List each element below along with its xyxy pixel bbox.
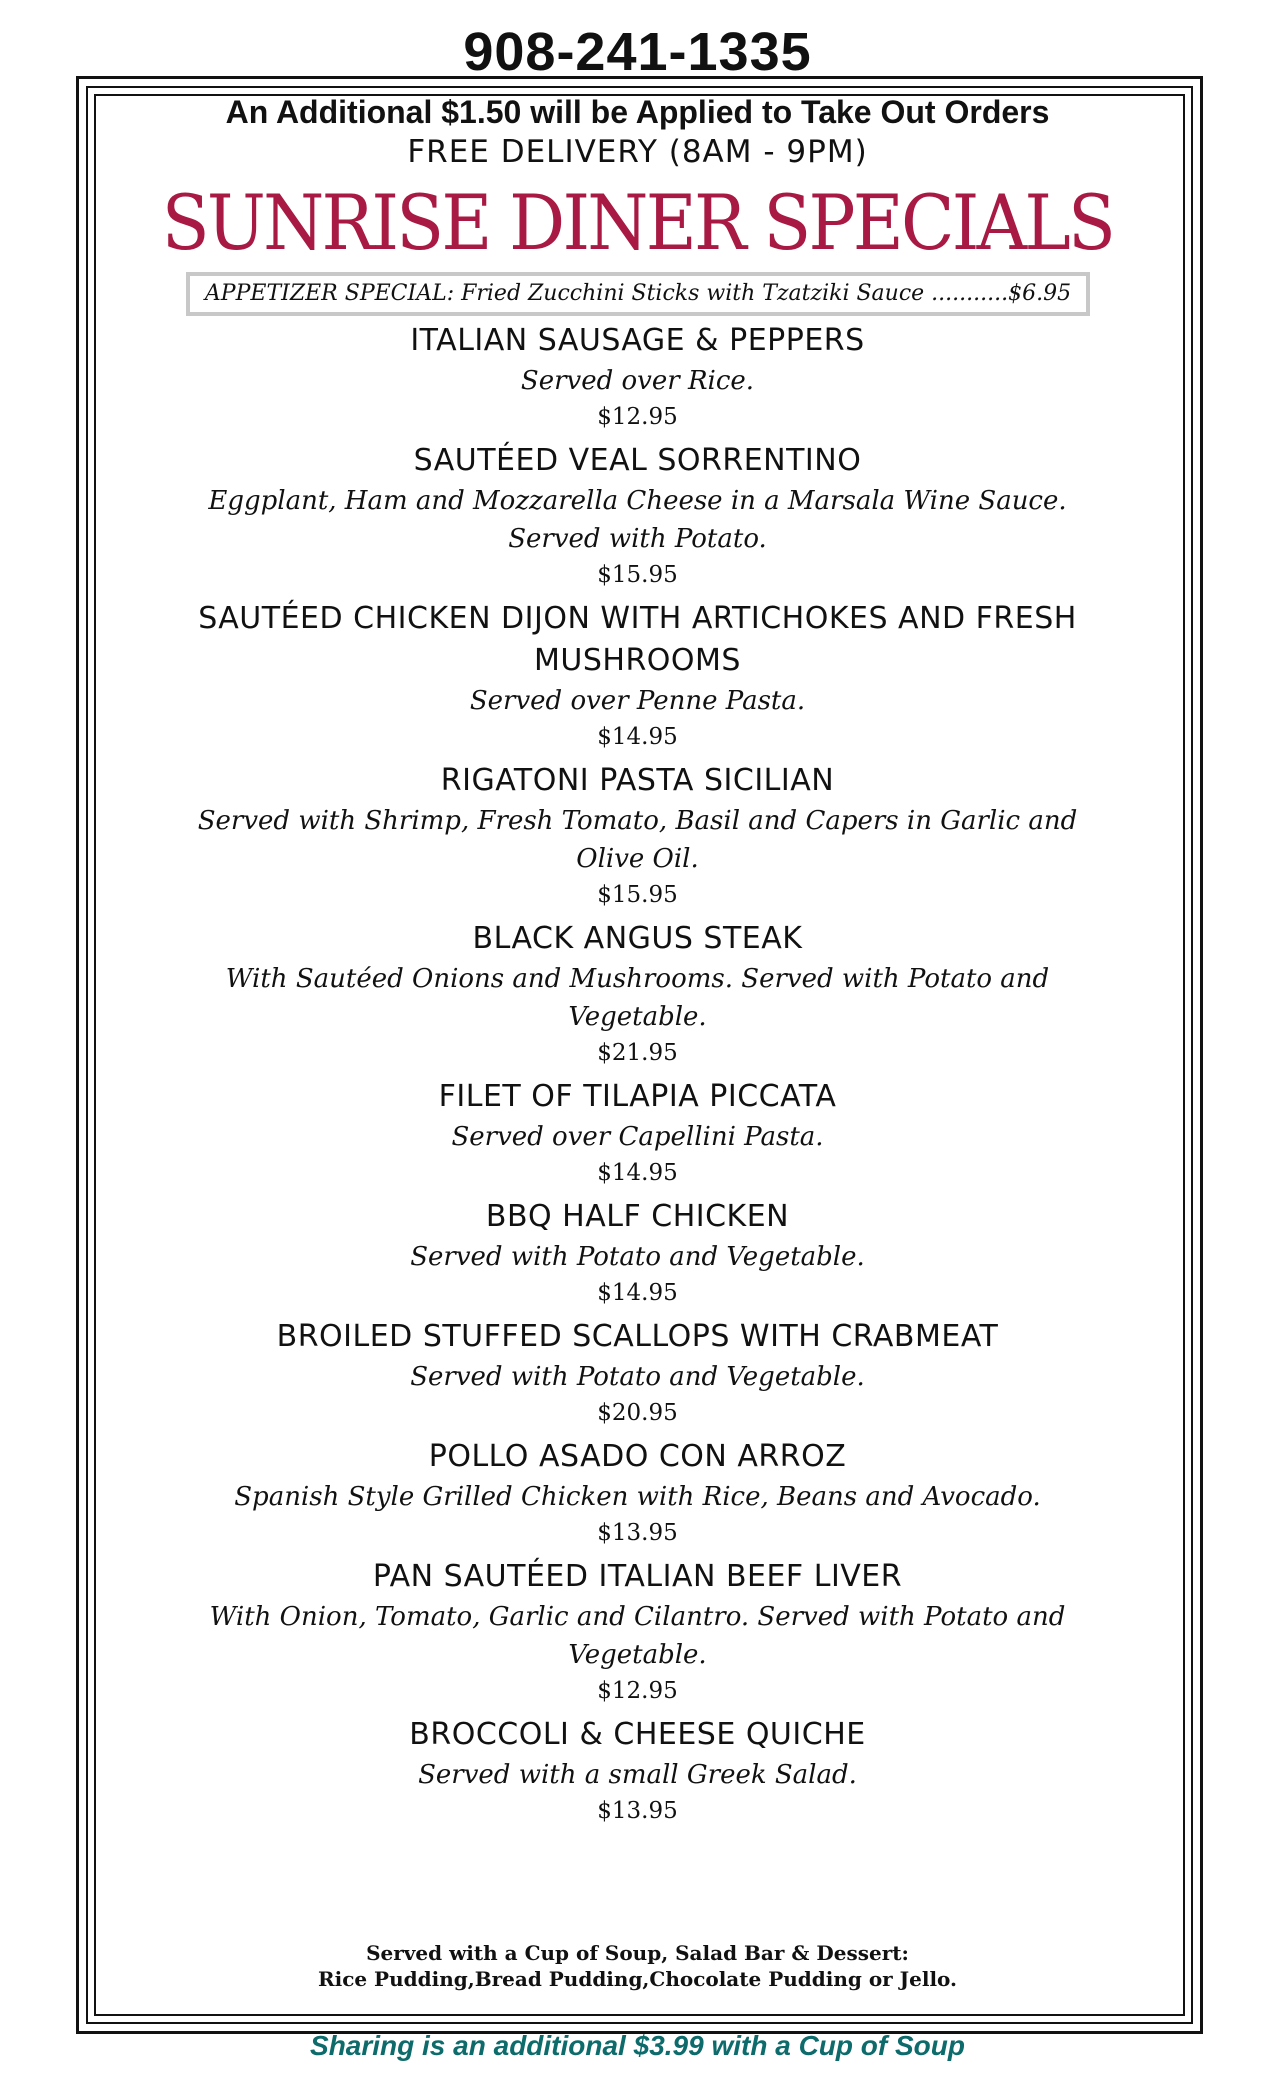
appetizer-special: APPETIZER SPECIAL: Fried Zucchini Sticks with Tzatziki Sauce ...........$6.95 xyxy=(186,272,1090,316)
menu-item-name: SAUTÉED CHICKEN DIJON WITH ARTICHOKES AND FRESH MUSHROOMS xyxy=(198,601,1077,678)
menu-item xyxy=(160,440,1115,592)
menu-item xyxy=(160,760,1115,912)
menu-item-price: $14.95 xyxy=(597,1280,678,1306)
menu-item-description: Served with a small Greek Salad. xyxy=(418,1760,857,1790)
menu-item-description: With Onion, Tomato, Garlic and Cilantro. Served with Potato and Vegetable. xyxy=(209,1602,1066,1670)
menu-item xyxy=(160,1436,1115,1550)
menu-item-description: Served with Potato and Vegetable. xyxy=(410,1242,865,1272)
menu-item-description: Served over Rice. xyxy=(520,366,755,396)
menu-item-price: $15.95 xyxy=(597,562,678,588)
menu-item-price: $14.95 xyxy=(597,724,678,750)
menu-item-price: $21.95 xyxy=(597,1040,678,1066)
menu-item-name: BROILED STUFFED SCALLOPS WITH CRABMEAT xyxy=(276,1319,999,1354)
menu-item xyxy=(160,918,1115,1070)
menu-item-price: $14.95 xyxy=(597,1160,678,1186)
menu-item-price: $12.95 xyxy=(597,404,678,430)
footer-line-1: Served with a Cup of Soup, Salad Bar & Dessert: xyxy=(366,1941,909,1965)
menu-item-description: With Sautéed Onions and Mushrooms. Served with Potato and Vegetable. xyxy=(225,964,1050,1032)
menu-item-price: $15.95 xyxy=(597,882,678,908)
footer-note xyxy=(0,1940,1275,1992)
sharing-notice: Sharing is an additional $3.99 with a Cup of Soup xyxy=(310,2030,965,2061)
menu-item-description: Served with Shrimp, Fresh Tomato, Basil and Capers in Garlic and Olive Oil. xyxy=(197,806,1078,874)
menu-item-description: Served over Capellini Pasta. xyxy=(451,1122,824,1152)
menu-item-description: Served over Penne Pasta. xyxy=(469,686,806,716)
menu-item-name: RIGATONI PASTA SICILIAN xyxy=(440,763,835,798)
menu-item-name: BBQ HALF CHICKEN xyxy=(485,1199,790,1234)
menu-item-price: $13.95 xyxy=(597,1520,678,1546)
menu-items-list xyxy=(160,320,1115,1834)
menu-item xyxy=(160,598,1115,754)
menu-item xyxy=(160,1714,1115,1828)
menu-item-description: Eggplant, Ham and Mozzarella Cheese in a Marsala Wine Sauce. Served with Potato. xyxy=(208,486,1067,554)
menu-item xyxy=(160,320,1115,434)
menu-item-price: $12.95 xyxy=(597,1678,678,1704)
menu-item-name: BLACK ANGUS STEAK xyxy=(472,921,803,956)
takeout-notice: An Additional $1.50 will be Applied to Take Out Orders xyxy=(225,94,1050,130)
menu-item xyxy=(160,1556,1115,1708)
menu-item-name: BROCCOLI & CHEESE QUICHE xyxy=(409,1717,866,1752)
page-title: SUNRISE DINER SPECIALS xyxy=(161,178,1114,267)
menu-item-name: SAUTÉED VEAL SORRENTINO xyxy=(413,443,862,478)
menu-item-name: PAN SAUTÉED ITALIAN BEEF LIVER xyxy=(372,1559,903,1594)
menu-item-description: Spanish Style Grilled Chicken with Rice, Beans and Avocado. xyxy=(234,1482,1041,1512)
menu-item-price: $13.95 xyxy=(597,1798,678,1824)
menu-item xyxy=(160,1076,1115,1190)
phone-number: 908-241-1335 xyxy=(463,22,812,82)
menu-item xyxy=(160,1316,1115,1430)
footer-line-2: Rice Pudding,Bread Pudding,Chocolate Pudding or Jello. xyxy=(317,1967,958,1991)
menu-item xyxy=(160,1196,1115,1310)
delivery-notice: FREE DELIVERY (8AM - 9PM) xyxy=(407,134,868,170)
menu-item-name: FILET OF TILAPIA PICCATA xyxy=(438,1079,837,1114)
menu-item-price: $20.95 xyxy=(597,1400,678,1426)
menu-item-description: Served with Potato and Vegetable. xyxy=(410,1362,865,1392)
menu-item-name: POLLO ASADO CON ARROZ xyxy=(428,1439,847,1474)
menu-item-name: ITALIAN SAUSAGE & PEPPERS xyxy=(410,323,865,358)
